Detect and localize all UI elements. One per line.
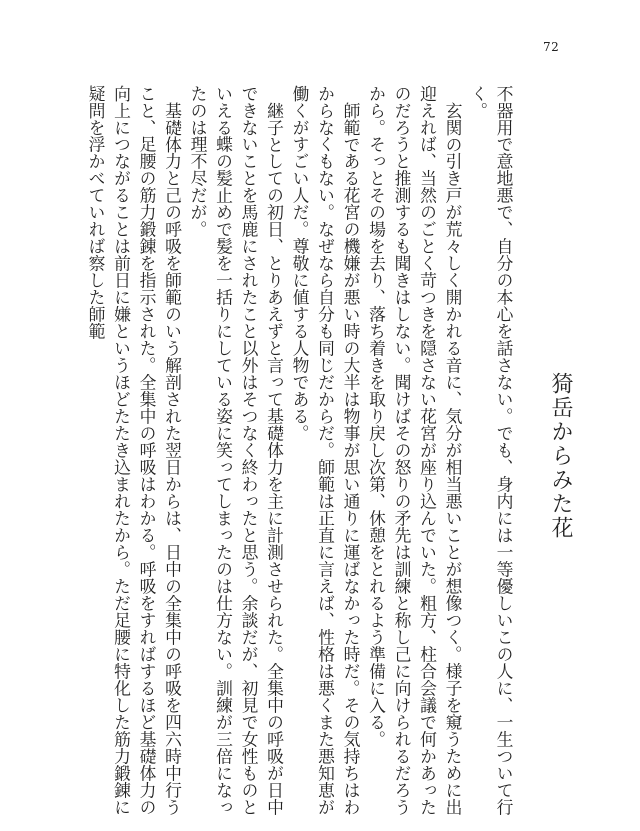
chapter-title: 猗岳からみた花	[548, 372, 573, 540]
paragraph: 基礎体力と己の呼吸を師範のいう解剖された翌日からは、日中の全集中の呼吸を四六時中行うこと、足腰の筋力鍛錬を指示された。全集中の呼吸はわかる。呼吸をすればするほど基礎体力の向上につながることは前日に嫌というほどたたき込まれたから。ただ足腰に特化した筋力鍛錬に疑問を浮かべていれば察した師範	[86, 85, 183, 816]
paragraph: 不器用で意地悪で、自分の本心を話さない。でも、身内には一等優しいこの人に、一生ついて行く。	[468, 85, 514, 816]
paragraph: 玄関の引き戸が荒々しく開かれる音に、気分が相当悪いことが想像つく。様子を窺うために出迎えれば、当然のごとく苛つきを隠さない花宮が座り込んでいた。粗方、柱合会議で何かあったのだろうと推測するも聞きはしない。聞けばその怒りの矛先は訓練と称し己に向けられるだろうから。そっとその場を去り、落ち着きを取り戻し次第、休憩をとれるよう準備に入る。	[366, 85, 463, 816]
paragraph: 師範である花宮の機嫌が悪い時の大半は物事が思い通りに運ばなかった時だ。その気持ちはわからなくもない。なぜなら自分も同じだからだ。師範は正直に言えば、性格は悪くまた悪知恵が働くがすごい人だ。尊敬に値する人物である。	[290, 85, 361, 816]
page-number: 72	[543, 40, 560, 54]
body-text	[86, 85, 516, 817]
paragraph: 継子としての初日、とりあえずと言って基礎体力を主に計測させられた。全集中の呼吸が日中できないことを馬鹿にされたこと以外はそつなく終わったと思う。余談だが、初見で女性ものといえる蝶の髪止めで髪を一括りにしている姿に笑ってしまったのは仕方ない。訓練が三倍になったのは理不尽だが。	[188, 85, 285, 816]
